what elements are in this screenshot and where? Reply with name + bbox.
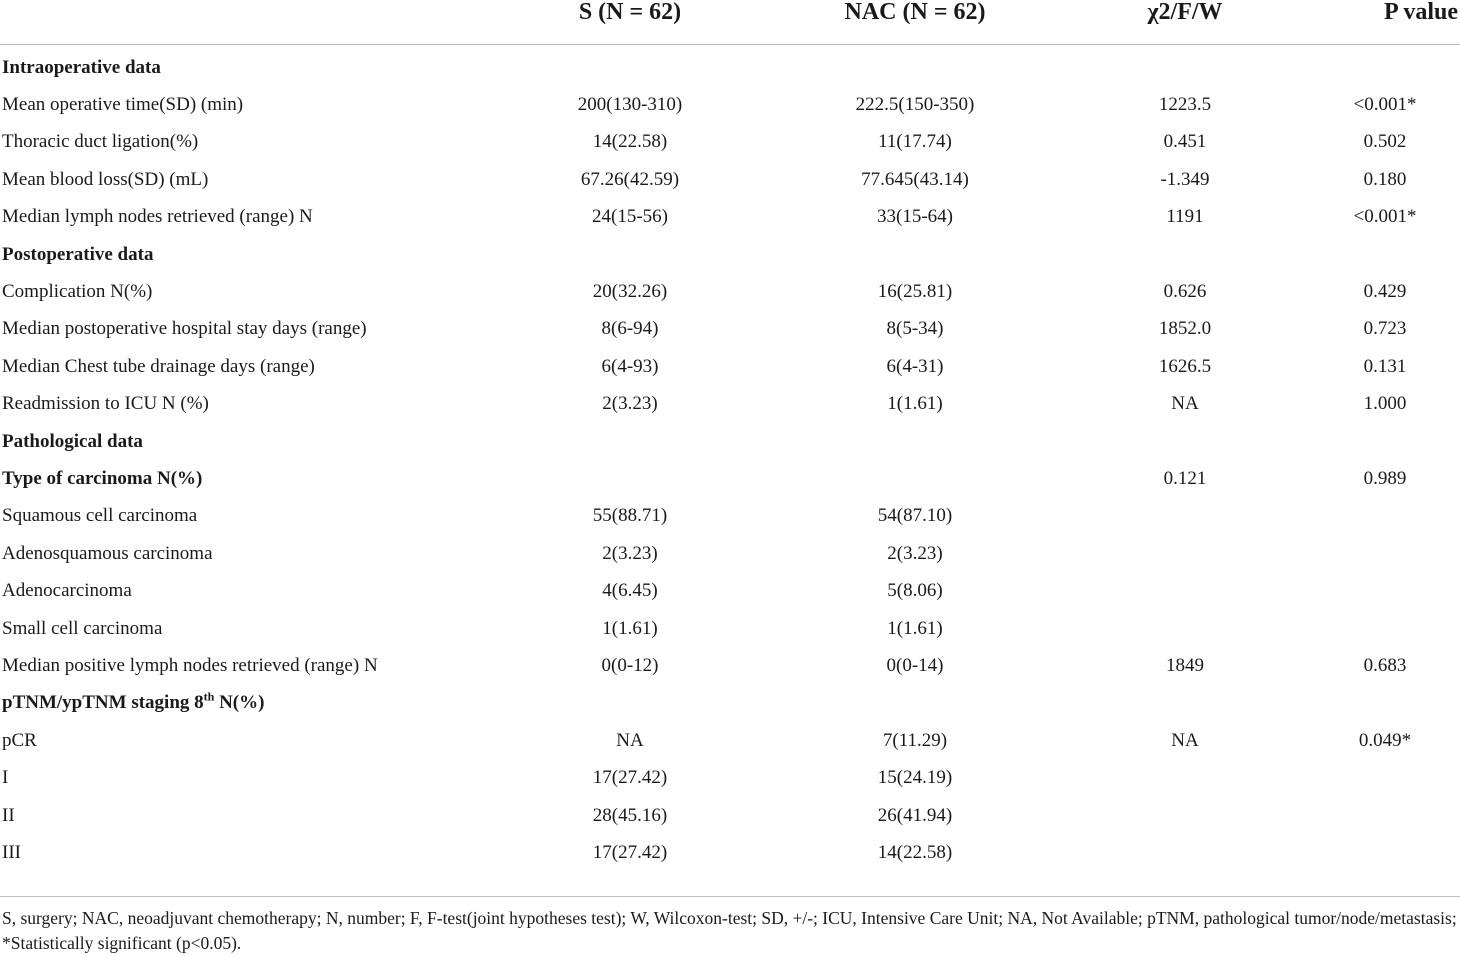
table-row xyxy=(0,610,1460,647)
table-row xyxy=(0,273,1460,310)
row-label: Median positive lymph nodes retrieved (range) N xyxy=(2,654,378,676)
cell-nac-value: 0(0-14) xyxy=(886,654,944,676)
cell-test-statistic xyxy=(1060,685,1310,722)
row-label: Squamous cell carcinoma xyxy=(2,505,198,527)
cell-test-statistic xyxy=(1060,759,1310,796)
row-label: Mean blood loss(SD) (mL) xyxy=(2,168,209,190)
cell-nac-value: 11(17.74) xyxy=(878,131,952,153)
cell-s-value: 14(22.58) xyxy=(592,131,668,153)
cell-test-statistic: 1626.5 xyxy=(1158,355,1212,377)
cell-test-statistic: NA xyxy=(1171,393,1199,415)
cell-nac-value: 14(22.58) xyxy=(877,841,953,863)
table-row xyxy=(0,722,1460,759)
cell-p-value: 0.683 xyxy=(1363,654,1407,676)
cell-p-value xyxy=(1310,423,1460,460)
cell-p-value: 0.723 xyxy=(1363,318,1407,340)
cell-nac-value xyxy=(770,685,1060,722)
row-label: Intraoperative data xyxy=(2,56,161,78)
cell-nac-value: 6(4-31) xyxy=(886,355,944,377)
cell-test-statistic: NA xyxy=(1171,729,1199,751)
cell-s-value: 24(15-56) xyxy=(592,206,668,228)
cell-nac-value: 5(8.06) xyxy=(887,580,943,602)
cell-p-value: 0.131 xyxy=(1363,355,1407,377)
table-row xyxy=(0,759,1460,796)
table-section-row xyxy=(0,460,1460,497)
cell-s-value xyxy=(490,236,770,273)
cell-nac-value xyxy=(770,423,1060,460)
cell-p-value: 0.049* xyxy=(1358,729,1412,751)
table-section-row xyxy=(0,236,1460,273)
cell-s-value: NA xyxy=(616,729,644,751)
table-row xyxy=(0,572,1460,609)
cell-test-statistic: -1.349 xyxy=(1160,168,1210,190)
row-label: Readmission to ICU N (%) xyxy=(2,393,209,415)
table-row xyxy=(0,386,1460,423)
cell-nac-value: 77.645(43.14) xyxy=(861,168,969,190)
cell-s-value: 8(6-94) xyxy=(601,318,659,340)
cell-nac-value: 26(41.94) xyxy=(877,804,953,826)
header-s-group: S (N = 62) xyxy=(490,0,770,45)
cell-nac-value: 15(24.19) xyxy=(877,767,953,789)
cell-p-value xyxy=(1310,759,1460,796)
row-label xyxy=(0,685,490,722)
table-row xyxy=(0,834,1460,871)
row-label: II xyxy=(2,804,15,826)
cell-s-value: 6(4-93) xyxy=(601,355,659,377)
cell-test-statistic: 0.121 xyxy=(1163,467,1207,489)
cell-p-value: 0.180 xyxy=(1363,168,1407,190)
table-row xyxy=(0,124,1460,161)
row-label: Thoracic duct ligation(%) xyxy=(2,131,199,153)
cell-s-value xyxy=(490,460,770,497)
row-label: Complication N(%) xyxy=(2,281,153,303)
cell-test-statistic xyxy=(1060,610,1310,647)
cell-nac-value xyxy=(770,460,1060,497)
cell-nac-value xyxy=(770,236,1060,273)
cell-p-value: 0.989 xyxy=(1363,467,1407,489)
header-nac-group: NAC (N = 62) xyxy=(770,0,1060,45)
cell-s-value: 2(3.23) xyxy=(602,393,658,415)
cell-s-value: 2(3.23) xyxy=(602,542,658,564)
table-bottom-rule xyxy=(0,896,1460,897)
cell-s-value: 17(27.42) xyxy=(592,841,668,863)
cell-test-statistic xyxy=(1060,498,1310,535)
table-row xyxy=(0,199,1460,236)
row-label: Small cell carcinoma xyxy=(2,617,163,639)
table-row xyxy=(0,348,1460,385)
cell-test-statistic: 1849 xyxy=(1166,654,1204,676)
row-label: Median Chest tube drainage days (range) xyxy=(2,355,315,377)
cell-nac-value: 2(3.23) xyxy=(887,542,943,564)
cell-test-statistic: 1191 xyxy=(1166,206,1204,228)
cell-test-statistic: 0.451 xyxy=(1163,131,1207,153)
header-label-column xyxy=(0,0,490,45)
cell-s-value: 20(32.26) xyxy=(592,281,668,303)
row-label-superscript: th xyxy=(203,690,215,704)
cell-p-value xyxy=(1310,498,1460,535)
cell-s-value: 67.26(42.59) xyxy=(580,168,680,190)
cell-test-statistic: 1852.0 xyxy=(1158,318,1212,340)
row-label-suffix: N(%) xyxy=(214,692,265,714)
table-section-row xyxy=(0,685,1460,722)
table-header-row xyxy=(0,0,1460,45)
cell-test-statistic xyxy=(1060,572,1310,609)
table-row xyxy=(0,498,1460,535)
cell-nac-value: 1(1.61) xyxy=(887,617,943,639)
cell-p-value xyxy=(1310,535,1460,572)
cell-s-value: 4(6.45) xyxy=(602,580,658,602)
cell-test-statistic xyxy=(1060,834,1310,871)
cell-p-value xyxy=(1310,45,1460,87)
cell-p-value: <0.001* xyxy=(1353,206,1417,228)
cell-p-value xyxy=(1310,834,1460,871)
cell-p-value: 0.429 xyxy=(1363,281,1407,303)
cell-p-value: 1.000 xyxy=(1363,393,1407,415)
row-label: III xyxy=(2,841,21,863)
row-label: Adenocarcinoma xyxy=(2,580,132,602)
table-section-row xyxy=(0,45,1460,87)
table-body xyxy=(0,45,1460,872)
row-label: Mean operative time(SD) (min) xyxy=(2,94,244,116)
cell-nac-value: 54(87.10) xyxy=(877,505,953,527)
cell-s-value: 28(45.16) xyxy=(592,804,668,826)
cell-p-value xyxy=(1310,610,1460,647)
table-row xyxy=(0,311,1460,348)
cell-s-value: 200(130-310) xyxy=(577,94,683,116)
table-row xyxy=(0,535,1460,572)
row-label: Median lymph nodes retrieved (range) N xyxy=(2,206,313,228)
cell-s-value xyxy=(490,45,770,87)
cell-s-value xyxy=(490,685,770,722)
row-label: Pathological data xyxy=(2,430,143,452)
cell-p-value: <0.001* xyxy=(1353,94,1417,116)
cell-nac-value: 8(5-34) xyxy=(886,318,944,340)
row-label: Adenosquamous carcinoma xyxy=(2,542,213,564)
cell-s-value xyxy=(490,423,770,460)
table-row xyxy=(0,161,1460,198)
cell-s-value: 55(88.71) xyxy=(592,505,668,527)
cell-test-statistic: 1223.5 xyxy=(1158,94,1212,116)
row-label-text: pTNM/ypTNM staging 8 xyxy=(2,692,204,714)
cell-test-statistic xyxy=(1060,423,1310,460)
table-row xyxy=(0,86,1460,123)
row-label: Postoperative data xyxy=(2,243,154,265)
cell-s-value: 17(27.42) xyxy=(592,767,668,789)
cell-test-statistic xyxy=(1060,236,1310,273)
table-row xyxy=(0,797,1460,834)
cell-test-statistic xyxy=(1060,535,1310,572)
cell-s-value: 1(1.61) xyxy=(602,617,658,639)
cell-s-value: 0(0-12) xyxy=(601,654,659,676)
cell-nac-value: 222.5(150-350) xyxy=(855,94,975,116)
table-row xyxy=(0,647,1460,684)
cell-nac-value: 7(11.29) xyxy=(882,729,948,751)
cell-nac-value: 1(1.61) xyxy=(887,393,943,415)
cell-p-value xyxy=(1310,685,1460,722)
cell-nac-value xyxy=(770,45,1060,87)
header-p-value: P value xyxy=(1310,0,1460,45)
cell-p-value xyxy=(1310,572,1460,609)
cell-test-statistic xyxy=(1060,45,1310,87)
table-section-row xyxy=(0,423,1460,460)
header-test-statistic: χ2/F/W xyxy=(1060,0,1310,45)
cell-test-statistic: 0.626 xyxy=(1163,281,1207,303)
row-label: pCR xyxy=(2,729,37,751)
row-label: I xyxy=(2,767,9,789)
cell-test-statistic xyxy=(1060,797,1310,834)
cell-p-value xyxy=(1310,236,1460,273)
cell-p-value: 0.502 xyxy=(1363,131,1407,153)
table-footnote: S, surgery; NAC, neoadjuvant chemotherapy; N, number; F, F-test(joint hypotheses test); W, Wilcoxon-test; SD, +/-; ICU, Intensive Care Unit; NA, Not Available; pTNM, pathological tumor/node/metastasis; *Statistically significant (p<0.05). xyxy=(2,908,1457,953)
cell-p-value xyxy=(1310,797,1460,834)
row-label: Type of carcinoma N(%) xyxy=(2,467,203,489)
cell-nac-value: 33(15-64) xyxy=(877,206,953,228)
cell-nac-value: 16(25.81) xyxy=(877,281,953,303)
row-label: Median postoperative hospital stay days (range) xyxy=(2,318,367,340)
